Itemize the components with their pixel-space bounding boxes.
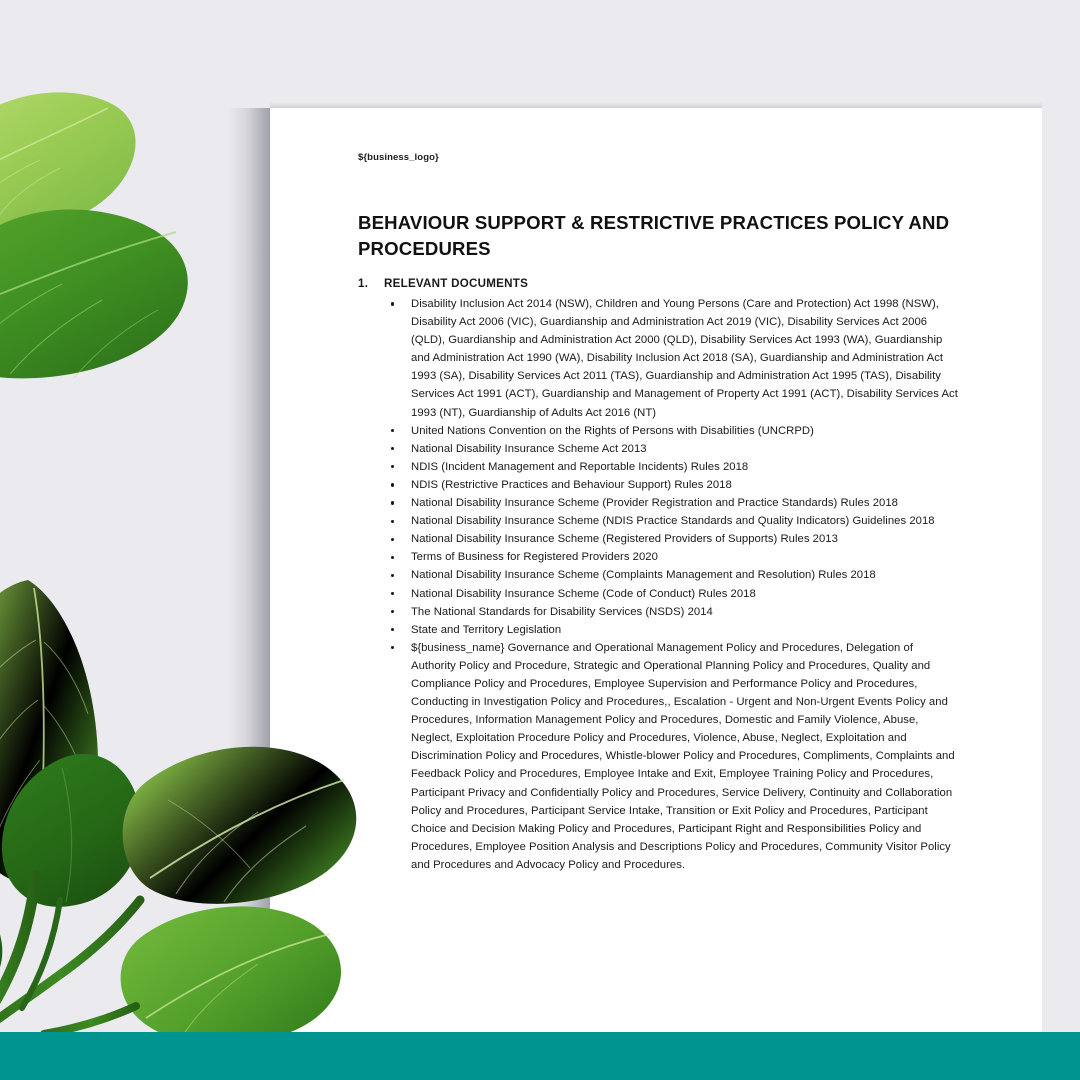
bullet-icon [391, 520, 394, 523]
business-logo-placeholder: ${business_logo} [358, 152, 439, 163]
bullet-icon [391, 429, 394, 432]
bullet-icon [391, 592, 394, 595]
list-item [358, 476, 958, 494]
list-item-text: NDIS (Restrictive Practices and Behaviour Support) Rules 2018 [411, 478, 732, 491]
bullet-icon [391, 501, 394, 504]
list-item [358, 295, 958, 422]
bullet-icon [391, 646, 394, 649]
list-item-text: National Disability Insurance Scheme (Code of Conduct) Rules 2018 [411, 587, 756, 600]
document-body [358, 152, 958, 874]
list-item [358, 530, 958, 548]
list-item-text: ${business_name} Governance and Operational Management Policy and Procedures, Delegation of Authority Policy and Procedure, Strategic and Operational Planning Policy and Procedures, Quality and Compliance Policy and Procedures, Employee Supervision and Performance Policy and Procedures, Conducting in Investigation Policy and Procedures,, Escalation - Urgent and Non-Urgent Events Policy and Procedures, Information Management Policy and Procedures, Domestic and Family Violence, Abuse, Neglect, Exploitation Procedure Policy and Procedures, Violence, Abuse, Neglect, Exploitation and Discrimination Policy and Procedures, Whistle-blower Policy and Procedures, Compliments, Complaints and Feedback Policy and Procedures, Employee Intake and Exit, Employee Training Policy and Procedures, Participant Privacy and Confidentially Policy and Procedures, Service Delivery, Continuity and Collaboration Policy and Procedures, Participant Service Intake, Transition or Exit Policy and Procedures, Participant Choice and Decision Making Policy and Procedures, Participant Right and Responsibilities Policy and Procedures, Employee Position Analysis and Descriptions Policy and Procedures, Community Visitor Policy and Procedures and Advocacy Policy and Procedures. [411, 641, 955, 871]
bullet-icon [391, 556, 394, 559]
list-item-text: Terms of Business for Registered Providers 2020 [411, 551, 658, 564]
bullet-icon [391, 574, 394, 577]
section-heading-label: RELEVANT DOCUMENTS [384, 277, 529, 290]
accent-bottom-band [0, 1032, 1080, 1080]
document-page [270, 108, 1042, 1032]
list-item-text: National Disability Insurance Scheme Act 2013 [411, 442, 647, 455]
page-left-shadow [228, 108, 272, 1032]
bullet-icon [391, 610, 394, 613]
bullet-icon [391, 538, 394, 541]
bullet-icon [391, 447, 394, 450]
list-item [358, 566, 958, 584]
section-number: 1. [358, 277, 369, 290]
list-item [358, 440, 958, 458]
list-item-text: NDIS (Incident Management and Reportable Incidents) Rules 2018 [411, 460, 749, 473]
list-item-text: National Disability Insurance Scheme (Complaints Management and Resolution) Rules 2018 [411, 569, 876, 582]
list-item [358, 585, 958, 603]
list-item-text: The National Standards for Disability Services (NSDS) 2014 [411, 605, 713, 618]
list-item-text: Disability Inclusion Act 2014 (NSW), Children and Young Persons (Care and Protection) Act 1998 (NSW), Disability Act 2006 (VIC), Guardianship and Administration Act 2019 (VIC), Disability Services Act 2006 (QLD), Guardianship and Administration Act 2000 (QLD), Disability Services Act 1993 (WA), Guardianship and Administration Act 1990 (WA), Disability Inclusion Act 2018 (SA), Guardianship and Administration Act 1993 (SA), Disability Services Act 2011 (TAS), Guardianship and Administration Act 1995 (TAS), Disability Services Act 1991 (ACT), Guardianship and Management of Property Act 1991 (ACT), Disability Services Act 1993 (NT), Guardianship of Adults Act 2016 (NT) [411, 298, 958, 419]
section-relevant-documents [358, 276, 958, 874]
relevant-documents-list [358, 295, 958, 874]
section-heading [358, 276, 958, 292]
list-item [358, 621, 958, 639]
list-item-text: National Disability Insurance Scheme (Registered Providers of Supports) Rules 2013 [411, 533, 838, 546]
list-item [358, 494, 958, 512]
list-item-text: National Disability Insurance Scheme (NDIS Practice Standards and Quality Indicators) Guidelines 2018 [411, 515, 935, 528]
document-title: BEHAVIOUR SUPPORT & RESTRICTIVE PRACTICES POLICY AND PROCEDURES [358, 212, 950, 259]
bullet-icon [391, 465, 394, 468]
list-item [358, 458, 958, 476]
list-item [358, 422, 958, 440]
bullet-icon [391, 628, 394, 631]
list-item [358, 548, 958, 566]
list-item-text: State and Territory Legislation [411, 623, 562, 636]
list-item [358, 603, 958, 621]
list-item [358, 639, 958, 874]
list-item-text: National Disability Insurance Scheme (Provider Registration and Practice Standards) Rules 2018 [411, 497, 898, 510]
bullet-icon [391, 302, 394, 305]
bullet-icon [391, 483, 394, 486]
list-item [358, 512, 958, 530]
list-item-text: United Nations Convention on the Rights of Persons with Disabilities (UNCRPD) [411, 424, 814, 437]
